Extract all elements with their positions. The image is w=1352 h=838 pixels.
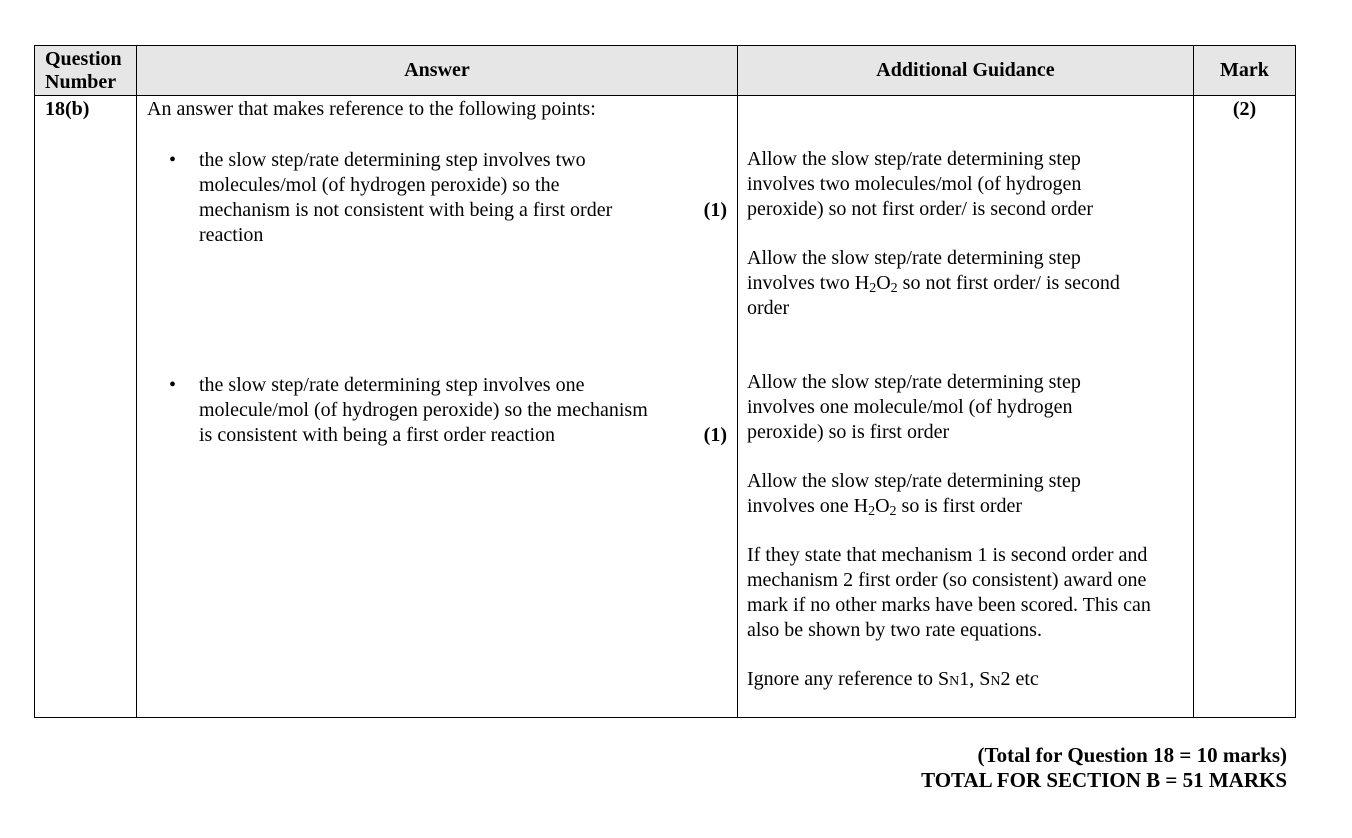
- answer-point-1: [199, 148, 612, 248]
- answer-cell: [137, 96, 738, 718]
- guidance-line: involves one molecule/mol (of hydrogen: [747, 396, 1073, 418]
- guidance-text: 1, S: [959, 668, 991, 690]
- guidance-line: [747, 271, 1120, 296]
- guidance-text: O: [875, 495, 890, 517]
- guidance-line: If they state that mechanism 1 is second order and: [747, 544, 1148, 566]
- answer-point-1-mark: (1): [703, 199, 727, 221]
- guidance-text: Ignore any reference to S: [747, 668, 950, 690]
- answer-point-1-line: the slow step/rate determining step involves two: [199, 149, 586, 171]
- guidance-block-1: [747, 147, 1093, 222]
- guidance-block-5: [747, 543, 1151, 643]
- answer-point-2-line: the slow step/rate determining step involves one: [199, 374, 585, 396]
- guidance-text: so not first order/ is second: [897, 272, 1120, 294]
- guidance-line: peroxide) so is first order: [747, 421, 950, 443]
- header-question-line1: Question: [45, 47, 122, 70]
- guidance-line: Allow the slow step/rate determining step: [747, 371, 1081, 393]
- guidance-line: involves two molecules/mol (of hydrogen: [747, 173, 1082, 195]
- bullet-icon: •: [169, 374, 177, 396]
- guidance-block-2: [747, 246, 1120, 321]
- answer-point-2-line: is consistent with being a first order reaction: [199, 424, 556, 446]
- mark-cell: [1194, 96, 1296, 718]
- guidance-line: Allow the slow step/rate determining step: [747, 470, 1081, 492]
- section-total: TOTAL FOR SECTION B = 51 MARKS: [921, 768, 1287, 792]
- guidance-block-6: [747, 667, 1039, 694]
- guidance-text: involves one H: [747, 495, 869, 517]
- guidance-line: mechanism 2 first order (so consistent) award one: [747, 569, 1147, 591]
- question-number-cell: [35, 96, 137, 718]
- guidance-line: also be shown by two rate equations.: [747, 619, 1042, 641]
- small-caps-n: N: [990, 674, 1001, 689]
- bullet-icon: •: [169, 149, 177, 171]
- header-question-line2: Number: [45, 70, 117, 93]
- answer-point-2: [199, 373, 648, 448]
- answer-intro: An answer that makes reference to the following points:: [147, 98, 596, 120]
- guidance-cell: [738, 96, 1194, 718]
- answer-point-2-line: molecule/mol (of hydrogen peroxide) so the mechanism: [199, 399, 648, 421]
- question-mark: (2): [1232, 98, 1257, 120]
- guidance-text: 2 etc: [1000, 668, 1039, 690]
- guidance-line: mark if no other marks have been scored. This can: [747, 594, 1151, 616]
- guidance-text: so is first order: [896, 495, 1023, 517]
- guidance-line: Allow the slow step/rate determining step: [747, 247, 1081, 269]
- mark-scheme-table: [34, 45, 1296, 718]
- guidance-line: order: [747, 297, 790, 319]
- small-caps-n: N: [949, 674, 960, 689]
- subscript: 2: [889, 504, 897, 519]
- header-mark: Mark: [1194, 46, 1296, 96]
- guidance-line: [747, 494, 1081, 519]
- guidance-text: involves two H: [747, 272, 870, 294]
- answer-point-1-line: reaction: [199, 224, 264, 246]
- header-answer: Answer: [137, 46, 738, 96]
- question-total: (Total for Question 18 = 10 marks): [977, 743, 1287, 767]
- guidance-text: O: [876, 272, 891, 294]
- answer-row: [35, 96, 1296, 718]
- guidance-line: peroxide) so not first order/ is second order: [747, 198, 1094, 220]
- answer-point-1-line: mechanism is not consistent with being a first order: [199, 199, 613, 221]
- header-additional-guidance: Additional Guidance: [738, 46, 1194, 96]
- question-number: 18(b): [45, 98, 90, 120]
- answer-point-2-mark: (1): [703, 424, 727, 446]
- subscript: 2: [868, 504, 876, 519]
- guidance-block-4: [747, 469, 1081, 519]
- subscript: 2: [890, 281, 898, 296]
- subscript: 2: [869, 281, 877, 296]
- header-row: [35, 46, 1296, 96]
- header-question-number: [35, 46, 137, 96]
- guidance-block-3: [747, 370, 1081, 445]
- answer-point-1-line: molecules/mol (of hydrogen peroxide) so the: [199, 174, 560, 196]
- guidance-line: Allow the slow step/rate determining step: [747, 148, 1081, 170]
